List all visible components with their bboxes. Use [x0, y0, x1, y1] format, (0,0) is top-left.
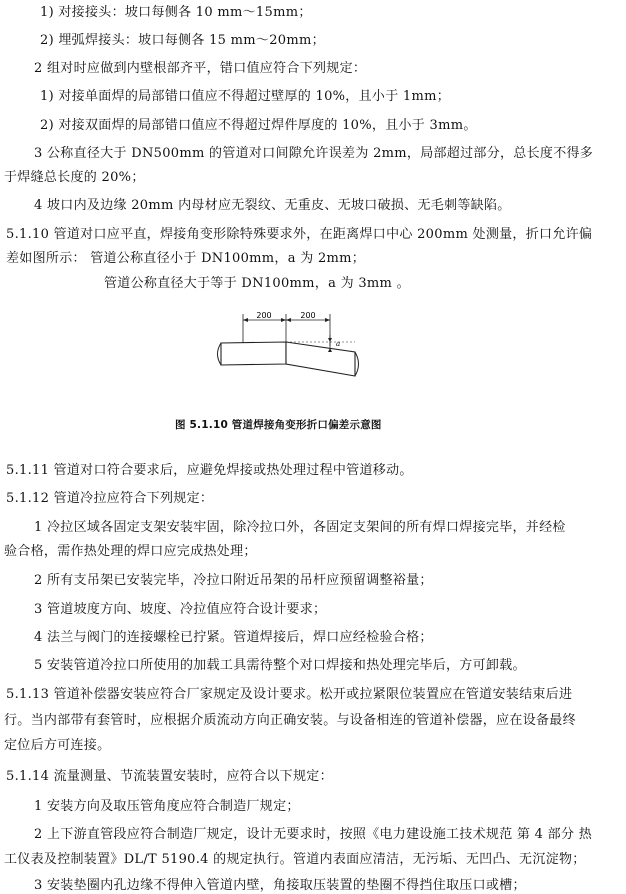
clause-bevel-defects: 4 坡口内及边缘 20mm 内母材应无裂纹、无重皮、无坡口破损、无毛刺等缺陷。	[34, 198, 511, 213]
section-5-1-13: 5.1.13 管道补偿器安装应符合厂家规定及设计要求。松开或拉紧限位装置应在管道安装结束后进	[6, 687, 573, 702]
item-submerged-arc-joint: 2) 埋弧焊接头：坡口每侧各 15 mm～20mm；	[40, 33, 325, 48]
flow-item-2: 2 上下游直管段应符合制造厂规定，设计无要求时，按照《电力建设施工技术规范 第 4 部分 热	[34, 827, 593, 842]
section-5-1-13-cont-2: 定位后方可连接。	[4, 738, 111, 753]
pipe-right	[286, 342, 355, 376]
cold-pull-item-5: 5 安装管道冷拉口所使用的加载工具需待整个对口焊接和热处理完毕后，方可卸载。	[34, 658, 526, 673]
section-5-1-11: 5.1.11 管道对口符合要求后，应避免焊接或热处理过程中管道移动。	[6, 463, 413, 478]
cold-pull-item-2: 2 所有支吊架已安装完毕，冷拉口附近吊架的吊杆应预留调整裕量；	[34, 573, 433, 588]
section-5-1-14: 5.1.14 流量测量、节流装置安装时，应符合以下规定：	[6, 769, 333, 784]
arrow-icon	[243, 318, 248, 322]
pipe-angular-deviation-figure	[205, 306, 385, 396]
section-5-1-10-cont: 差如图所示： 管道公称直径小于 DN100mm，a 为 2mm；	[6, 251, 366, 266]
flow-item-3: 3 安装垫圈内孔边缘不得伸入管道内壁，角接取压装置的垫圈不得挡住取压口或槽；	[34, 878, 526, 893]
dimension-label-right: 200	[300, 311, 316, 320]
arrow-icon	[328, 338, 332, 342]
arrow-icon	[281, 318, 286, 322]
section-5-1-13-cont: 行。当内部带有套管时，应根据介质流动方向正确安装。与设备相连的管道补偿器，应在设备最终	[4, 713, 576, 728]
section-5-1-10: 5.1.10 管道对口应平直，焊接角变形除特殊要求外，在距离焊口中心 200mm 处测量，折口允许偏	[6, 227, 593, 242]
clause-gap-tolerance-cont: 于焊缝总长度的 20%；	[4, 170, 145, 185]
arrow-icon	[286, 318, 291, 322]
figure-caption: 图 5.1.10 管道焊接角变形折口偏差示意图	[175, 419, 382, 431]
arrow-icon	[325, 318, 330, 322]
item-single-side-weld: 1) 对接单面焊的局部错口值应不得超过壁厚的 10%，且小于 1mm；	[40, 89, 451, 104]
section-5-1-12: 5.1.12 管道冷拉应符合下列规定：	[6, 491, 214, 506]
cold-pull-item-4: 4 法兰与阀门的连接螺栓已拧紧。管道焊接后，焊口应经检验合格；	[34, 630, 433, 645]
clause-gap-tolerance: 3 公称直径大于 DN500mm 的管道对口间隙允许误差为 2mm，局部超过部分，总长度不得多	[34, 146, 594, 161]
flow-item-2-cont: 工仪表及控制装置》DL/T 5190.4 的规定执行。管道内表面应清洁，无污垢、无凹凸、无沉淀物；	[4, 852, 586, 867]
section-5-1-10-dn100: 管道公称直径大于等于 DN100mm，a 为 3mm 。	[104, 276, 410, 291]
flow-item-1: 1 安装方向及取压管角度应符合制造厂规定；	[34, 799, 300, 814]
item-butt-joint: 1) 对接接头：坡口每侧各 10 mm～15mm；	[40, 5, 312, 20]
item-double-side-weld: 2) 对接双面焊的局部错口值应不得超过焊件厚度的 10%，且小于 3mm。	[40, 118, 477, 133]
cold-pull-item-1: 1 冷拉区域各固定支架安装牢固，除冷拉口外，各固定支架间的所有焊口焊接完毕，并经检	[34, 520, 566, 535]
pipe-left	[221, 342, 286, 365]
dimension-label-left: 200	[256, 311, 272, 320]
deviation-label: a	[336, 340, 341, 348]
clause-misalignment: 2 组对时应做到内壁根部齐平，错口值应符合下列规定：	[34, 61, 367, 76]
cold-pull-item-1-cont: 验合格，需作热处理的焊口应完成热处理；	[4, 544, 257, 559]
cold-pull-item-3: 3 管道坡度方向、坡度、冷拉值应符合设计要求；	[34, 602, 327, 617]
